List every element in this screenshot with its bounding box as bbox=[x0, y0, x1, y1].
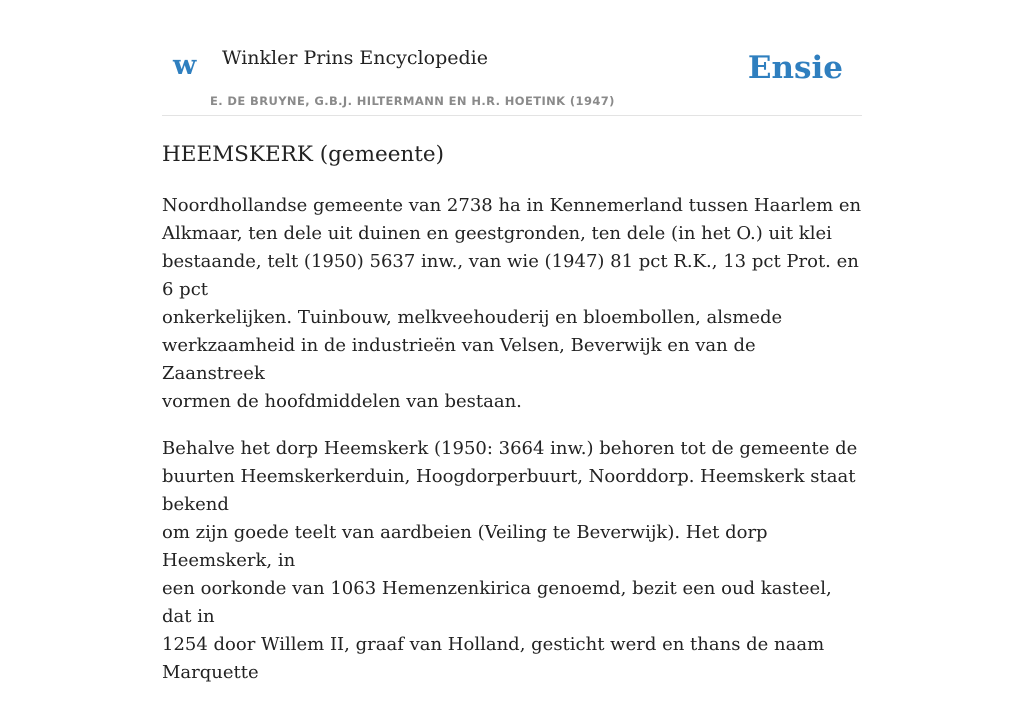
encyclopedia-logo-icon[interactable]: w bbox=[173, 50, 197, 81]
article-paragraph: Behalve het dorp Heemskerk (1950: 3664 inw.) behoren tot de gemeente de buurten Heemskerkerduin, Hoogdorperbuurt, Noorddorp. Heemskerk staat bekend om zijn goede teelt van aardbeien (Veiling te Beverwijk). Het dorp Heemskerk, in een oorkonde van 1063 Hemenzenkirica genoemd, bezit een oud kasteel, dat in 1254 door Willem II, graaf van Holland, gesticht werd en thans de naam Marquette bbox=[162, 438, 858, 683]
article-body bbox=[162, 192, 862, 706]
article-title: HEEMSKERK (gemeente) bbox=[162, 142, 445, 167]
encyclopedia-title[interactable]: Winkler Prins Encyclopedie bbox=[222, 47, 488, 69]
site-header bbox=[162, 40, 862, 116]
article-paragraph: Noordhollandse gemeente van 2738 ha in Kennemerland tussen Haarlem en Alkmaar, ten dele uit duinen en geestgronden, ten dele (in het O.) uit klei bestaande, telt (1950) 5637 inw., van wie (1947) 81 pct R.K., 13 pct Prot. en 6 pct onkerkelijken. Tuinbouw, melkveehouderij en bloembollen, alsmede werkzaamheid in de industrieën van Velsen, Beverwijk en van de Zaanstreek vormen de hoofdmiddelen van bestaan. bbox=[162, 195, 862, 412]
encyclopedia-authors: E. DE BRUYNE, G.B.J. HILTERMANN EN H.R. HOETINK (1947) bbox=[210, 94, 615, 108]
ensie-home-link[interactable]: Ensie bbox=[747, 50, 843, 86]
